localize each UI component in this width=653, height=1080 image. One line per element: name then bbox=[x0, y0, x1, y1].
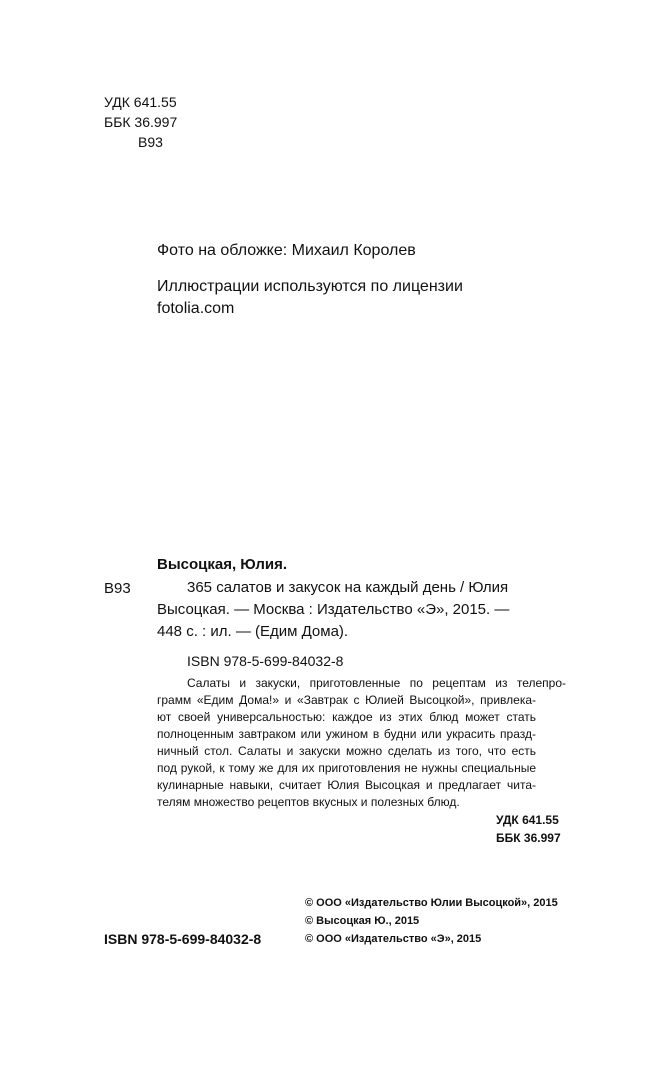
annotation-line: телям множество рецептов вкусных и полезных блюд. bbox=[157, 795, 460, 809]
annotation-line: Салаты и закуски, приготовленные по рецептам из телепро- bbox=[187, 676, 566, 690]
catalog-description-line: 448 с. : ил. — (Едим Дома). bbox=[157, 623, 349, 640]
udk-code-bottom: УДК 641.55 bbox=[496, 813, 559, 827]
annotation-line: ют своей универсальностью: каждое из этих блюд может стать bbox=[157, 710, 536, 724]
catalog-author: Высоцкая, Юлия. bbox=[157, 556, 288, 573]
illustrations-credit: Иллюстрации используются по лицензии bbox=[157, 278, 463, 295]
annotation-line: ничный стол. Салаты и закуски можно сделать из того, что есть bbox=[157, 744, 536, 758]
annotation-line: грамм «Едим Дома!» и «Завтрак с Юлией Высоцкой», привлека- bbox=[157, 693, 536, 707]
annotation-line: под рукой, к тому же для их приготовления не нужны специальные bbox=[157, 761, 536, 775]
catalog-description-line: 365 салатов и закусок на каждый день / Юлия bbox=[187, 579, 509, 596]
bbk-code-bottom: ББК 36.997 bbox=[496, 831, 561, 845]
catalog-description-line: Высоцкая. — Москва : Издательство «Э», 2015. — bbox=[157, 601, 510, 618]
udk-code-top: УДК 641.55 bbox=[104, 94, 177, 110]
catalog-author-mark: В93 bbox=[104, 580, 131, 597]
illustrations-source: fotolia.com bbox=[157, 300, 235, 317]
annotation-line: полноценным завтраком или ужином в будни или украсить празд- bbox=[157, 727, 536, 741]
copyright-line: © ООО «Издательство Юлии Высоцкой», 2015 bbox=[305, 897, 558, 909]
annotation-line: кулинарные навыки, считает Юлия Высоцкая и предлагает чита- bbox=[157, 778, 536, 792]
bbk-code-top: ББК 36.997 bbox=[104, 114, 178, 130]
cover-photo-credit: Фото на обложке: Михаил Королев bbox=[157, 242, 416, 259]
isbn-footer: ISBN 978-5-699-84032-8 bbox=[104, 931, 262, 947]
copyright-line: © Высоцкая Ю., 2015 bbox=[305, 915, 420, 927]
author-mark-top: В93 bbox=[138, 134, 163, 150]
catalog-isbn: ISBN 978-5-699-84032-8 bbox=[187, 653, 344, 669]
copyright-line: © ООО «Издательство «Э», 2015 bbox=[305, 933, 482, 945]
